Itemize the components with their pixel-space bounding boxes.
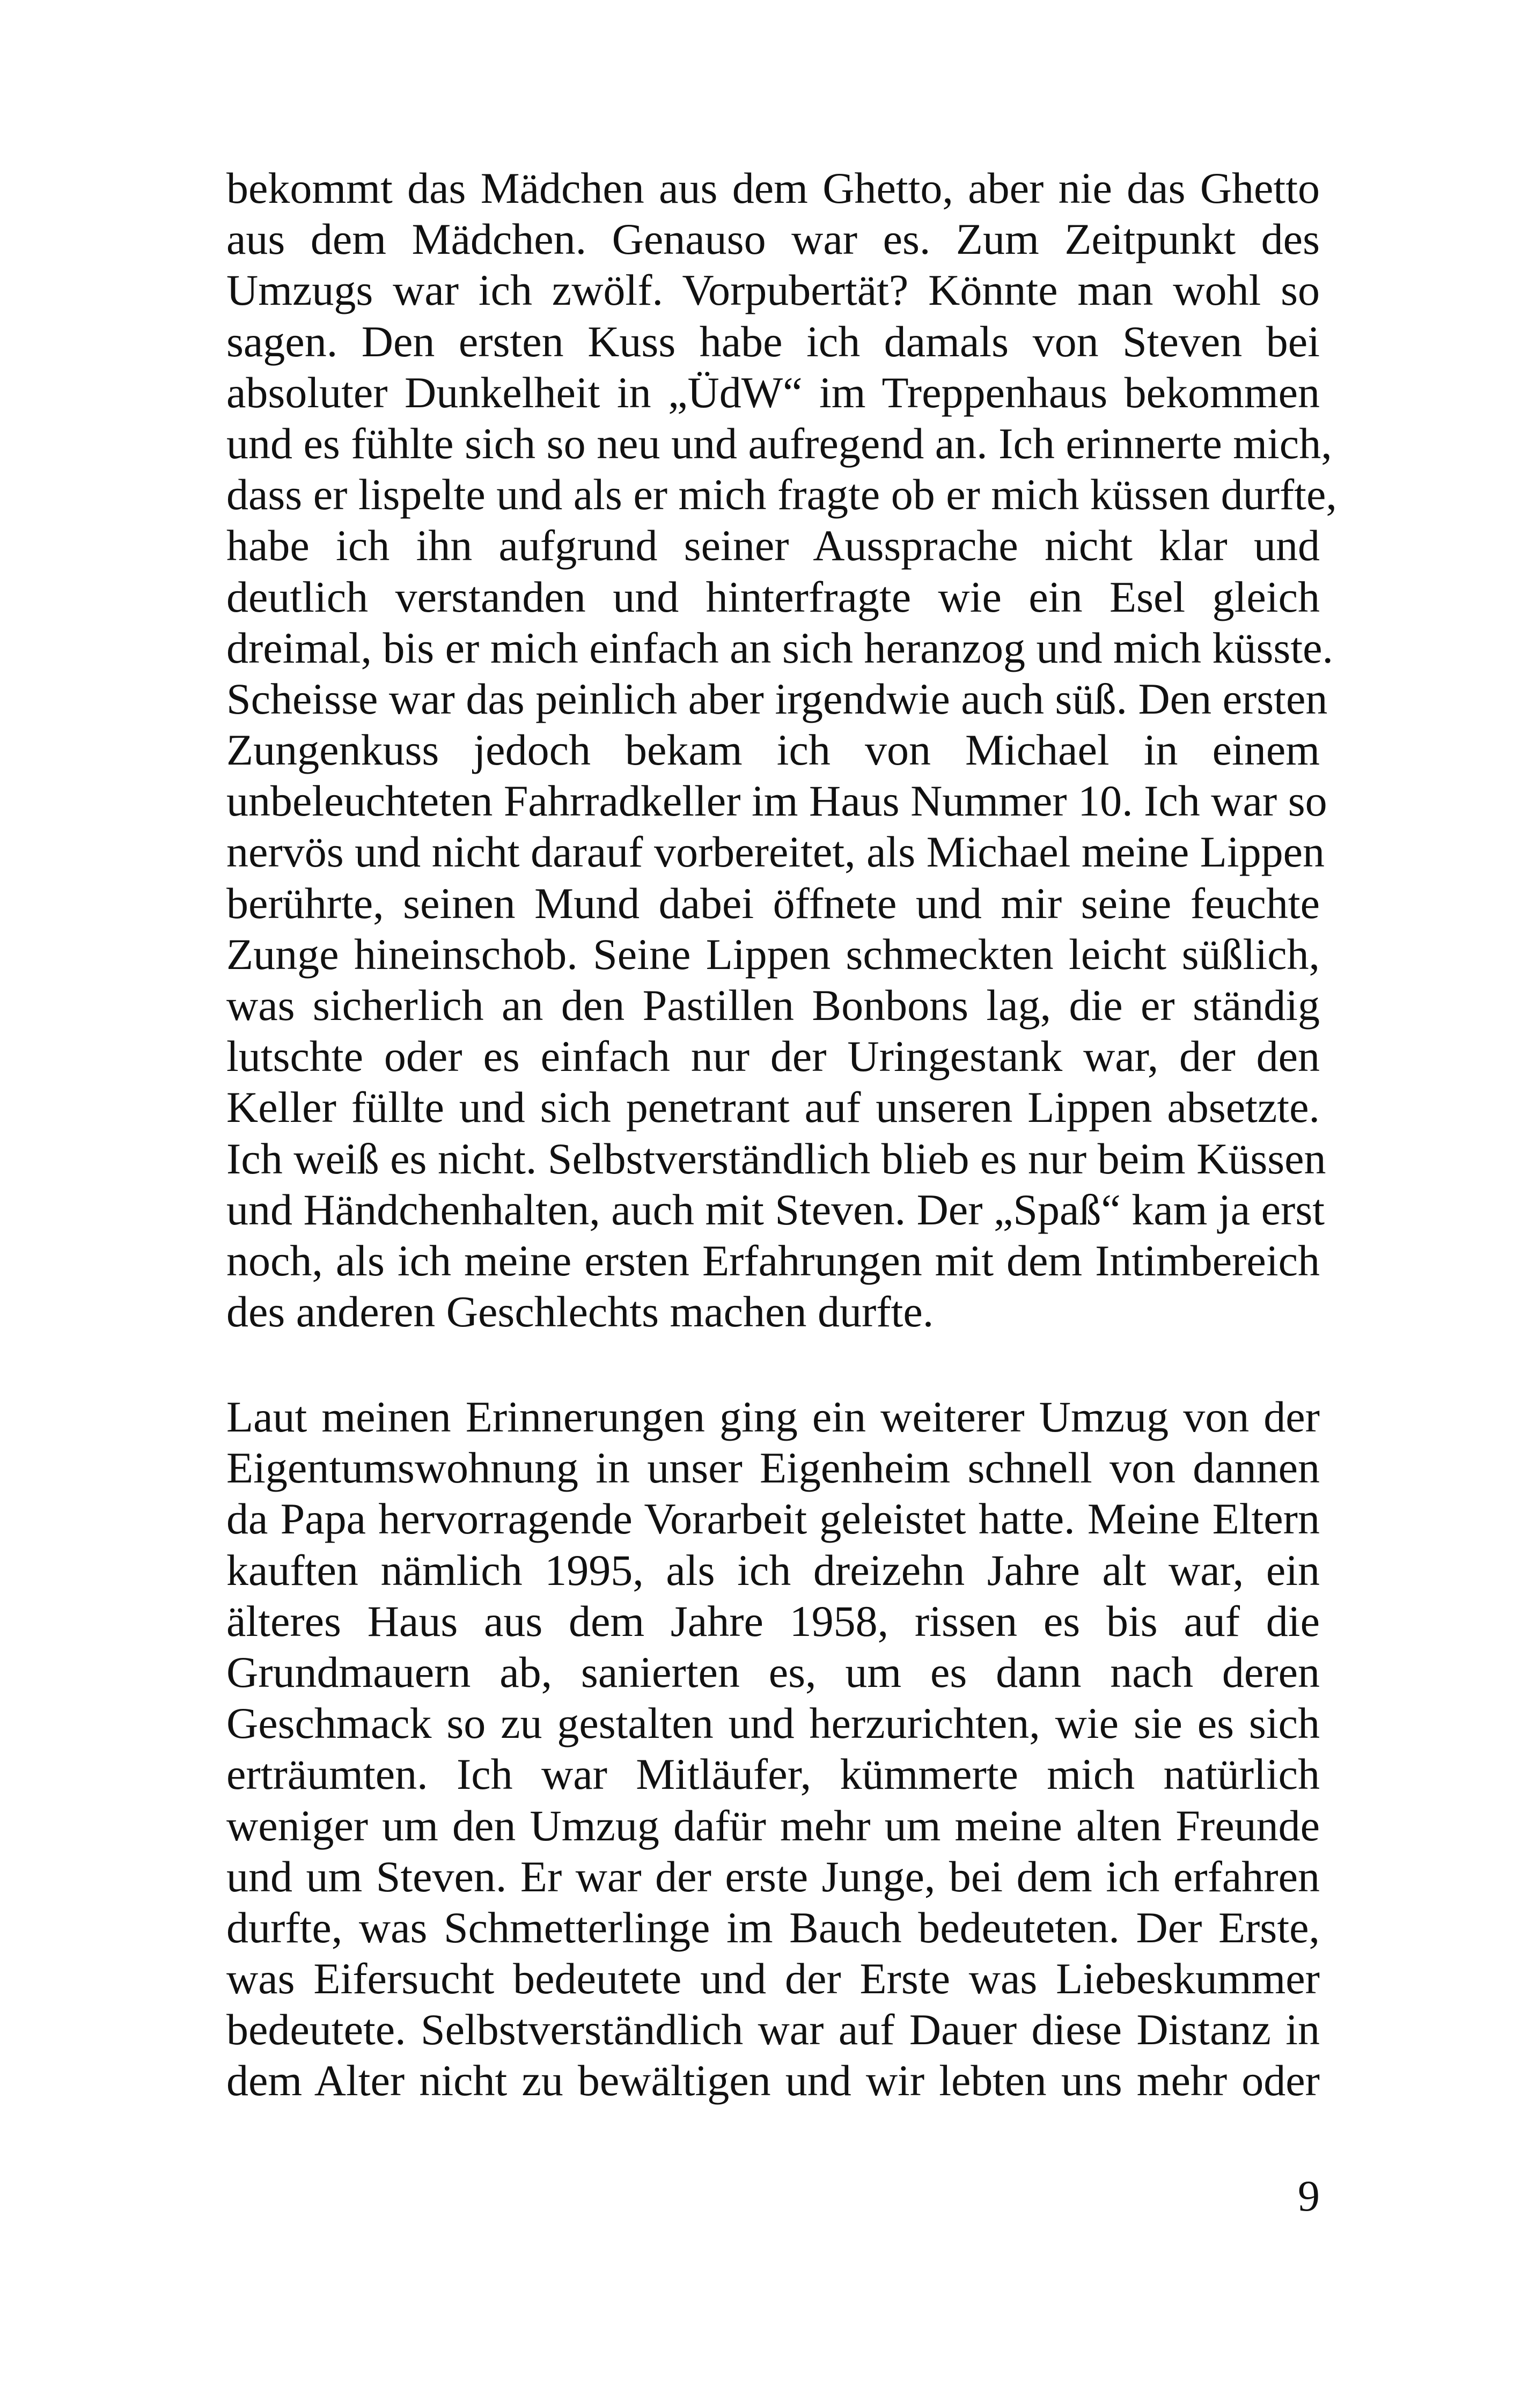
text-line: Keller füllte und sich penetrant auf unseren Lippen absetzte. bbox=[226, 1083, 1320, 1132]
text-line: unbeleuchteten Fahrradkeller im Haus Nummer 10. Ich war so bbox=[226, 776, 1327, 826]
text-line: durfte, was Schmetterlinge im Bauch bedeuteten. Der Erste, bbox=[226, 1903, 1320, 1952]
text-line: des anderen Geschlechts machen durfte. bbox=[226, 1287, 934, 1337]
paragraph-1 bbox=[226, 163, 1337, 1337]
text-line: und um Steven. Er war der erste Junge, bei dem ich erfahren bbox=[226, 1852, 1320, 1901]
text-line: Grundmauern ab, sanierten es, um es dann nach deren bbox=[226, 1647, 1320, 1697]
text-line: habe ich ihn aufgrund seiner Aussprache nicht klar und bbox=[226, 521, 1320, 570]
text-line: aus dem Mädchen. Genauso war es. Zum Zeitpunkt des bbox=[226, 215, 1320, 264]
text-line: Umzugs war ich zwölf. Vorpubertät? Könnte man wohl so bbox=[226, 266, 1320, 315]
text-line: Eigentumswohnung in unser Eigenheim schnell von dannen bbox=[226, 1443, 1320, 1493]
text-line: was Eifersucht bedeutete und der Erste was Liebeskummer bbox=[226, 1954, 1320, 2003]
text-line: älteres Haus aus dem Jahre 1958, rissen es bis auf die bbox=[226, 1596, 1320, 1646]
text-line: dass er lispelte und als er mich fragte ob er mich küssen durfte, bbox=[226, 470, 1337, 519]
text-line: deutlich verstanden und hinterfragte wie ein Esel gleich bbox=[226, 572, 1320, 621]
text-line: sagen. Den ersten Kuss habe ich damals von Steven bei bbox=[226, 317, 1320, 366]
text-line: Scheisse war das peinlich aber irgendwie auch süß. Den ersten bbox=[226, 674, 1328, 723]
paragraph-2 bbox=[226, 1391, 1320, 2106]
text-line: dem Alter nicht zu bewältigen und wir lebten uns mehr oder bbox=[226, 2056, 1320, 2105]
text-line: nervös und nicht darauf vorbereitet, als Michael meine Lippen bbox=[226, 827, 1325, 877]
text-line: berührte, seinen Mund dabei öffnete und mir seine feuchte bbox=[226, 878, 1320, 928]
text-line: kauften nämlich 1995, als ich dreizehn Jahre alt war, ein bbox=[226, 1545, 1320, 1595]
page-number: 9 bbox=[1298, 2171, 1320, 2220]
text-line: Laut meinen Erinnerungen ging ein weiterer Umzug von der bbox=[226, 1392, 1320, 1441]
text-line: bedeutete. Selbstverständlich war auf Dauer diese Distanz in bbox=[226, 2005, 1320, 2054]
text-line: Geschmack so zu gestalten und herzurichten, wie sie es sich bbox=[226, 1699, 1320, 1748]
text-line: absoluter Dunkelheit in „ÜdW“ im Treppenhaus bekommen bbox=[226, 368, 1320, 417]
text-line: erträumten. Ich war Mitläufer, kümmerte mich natürlich bbox=[226, 1750, 1320, 1799]
text-line: dreimal, bis er mich einfach an sich heranzog und mich küsste. bbox=[226, 623, 1334, 672]
text-line: Zungenkuss jedoch bekam ich von Michael in einem bbox=[226, 725, 1320, 775]
text-line: Ich weiß es nicht. Selbstverständlich blieb es nur beim Küssen bbox=[226, 1134, 1326, 1183]
text-line: lutschte oder es einfach nur der Uringestank war, der den bbox=[226, 1032, 1320, 1081]
text-line: bekommt das Mädchen aus dem Ghetto, aber nie das Ghetto bbox=[226, 164, 1320, 212]
text-line: und Händchenhalten, auch mit Steven. Der „Spaß“ kam ja erst bbox=[226, 1185, 1325, 1234]
text-line: noch, als ich meine ersten Erfahrungen mit dem Intimbereich bbox=[226, 1236, 1320, 1285]
text-line: da Papa hervorragende Vorarbeit geleistet hatte. Meine Eltern bbox=[226, 1494, 1320, 1544]
text-line: und es fühlte sich so neu und aufregend an. Ich erinnerte mich, bbox=[226, 419, 1332, 468]
text-line: weniger um den Umzug dafür mehr um meine alten Freunde bbox=[226, 1801, 1320, 1850]
text-line: Zunge hineinschob. Seine Lippen schmeckten leicht süßlich, bbox=[226, 929, 1320, 979]
text-line: was sicherlich an den Pastillen Bonbons lag, die er ständig bbox=[226, 981, 1320, 1030]
